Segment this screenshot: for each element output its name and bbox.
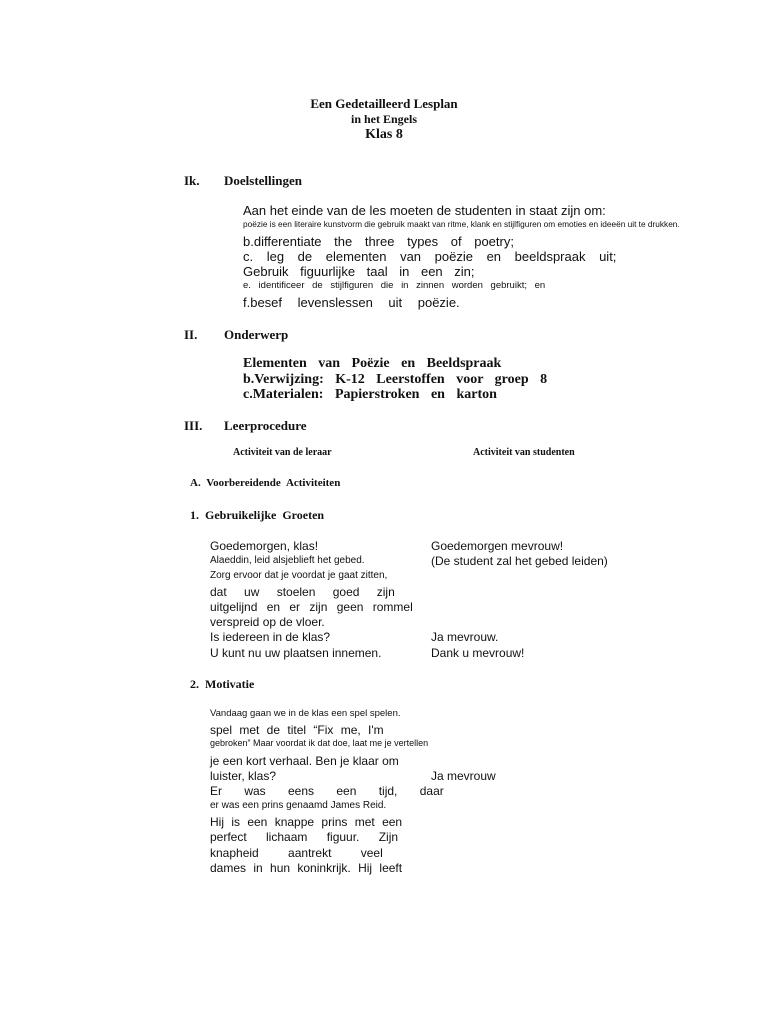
teacher-line: verspreid op de vloer. [210, 615, 325, 629]
teacher-line: dat uw stoelen goed zijn [210, 585, 395, 599]
title-line-1: Een Gedetailleerd Lesplan [310, 96, 458, 111]
student-line: Dank u mevrouw! [431, 646, 525, 660]
teacher-line: Hij is een knappe prins met een [210, 815, 403, 829]
column-header-students: Activiteit van studenten [473, 447, 575, 458]
student-line: Ja mevrouw [431, 769, 496, 783]
subject-matter-c: c.Materialen: Papierstroken en karton [243, 387, 497, 402]
section-3-number: III. [184, 418, 203, 433]
teacher-line: Alaeddin, leid alsjeblieft het gebed. [210, 555, 365, 566]
teacher-line: Zorg ervoor dat je voordat je gaat zitten, [210, 570, 388, 581]
teacher-line: je een kort verhaal. Ben je klaar om [210, 754, 399, 768]
teacher-line: knapheid aantrekt veel [210, 846, 383, 860]
section-1-number: Ik. [184, 173, 200, 188]
section-3-title: Leerprocedure [224, 418, 307, 433]
motivation-heading: 2. Motivatie [190, 677, 255, 691]
objective-b: b.differentiate the three types of poetry; [243, 234, 514, 249]
teacher-line: Goedemorgen, klas! [210, 539, 319, 553]
teacher-line: U kunt nu uw plaatsen innemen. [210, 646, 382, 660]
subject-matter-a: Elementen van Poëzie en Beeldspraak [243, 356, 502, 371]
objective-c: c. leg de elementen van poëzie en beeldspraak uit; [243, 249, 617, 264]
section-2-number: II. [184, 327, 198, 342]
student-line: Goedemorgen mevrouw! [431, 539, 564, 553]
section-2-title: Onderwerp [224, 327, 289, 342]
title-line-3: Klas 8 [365, 127, 403, 142]
teacher-line: uitgelijnd en er zijn geen rommel [210, 600, 413, 614]
objective-a: poëzie is een literaire kunstvorm die gebruik maakt van ritme, klank en stijlfiguren om emoties en ideeën uit te drukken. [243, 219, 680, 229]
title-line-2: in het Engels [350, 112, 417, 126]
teacher-line: spel met de titel “Fix me, I'm [210, 723, 384, 737]
teacher-line: dames in hun koninkrijk. Hij leeft [210, 861, 403, 875]
objective-f: f.besef levenslessen uit poëzie. [243, 295, 460, 310]
teacher-line: Er was eens een tijd, daar [210, 784, 444, 798]
teacher-line: Vandaag gaan we in de klas een spel spelen. [210, 708, 401, 719]
subject-matter-b: b.Verwijzing: K-12 Leerstoffen voor groep 8 [243, 372, 548, 387]
preliminary-activities-heading: A. Voorbereidende Activiteiten [190, 477, 341, 489]
column-header-teacher: Activiteit van de leraar [233, 447, 332, 458]
teacher-line: er was een prins genaamd James Reid. [210, 800, 387, 811]
teacher-line: perfect lichaam figuur. Zijn [210, 830, 399, 844]
greetings-heading: 1. Gebruikelijke Groeten [190, 508, 325, 522]
teacher-line: Is iedereen in de klas? [210, 630, 331, 644]
student-line: (De student zal het gebed leiden) [431, 554, 608, 568]
objectives-intro: Aan het einde van de les moeten de studenten in staat zijn om: [243, 203, 606, 218]
objective-e: e. identificeer de stijlfiguren die in zinnen worden gebruikt; en [243, 280, 546, 291]
student-line: Ja mevrouw. [431, 630, 499, 644]
teacher-line: gebroken” Maar voordat ik dat doe, laat me je vertellen [210, 738, 429, 748]
section-1-title: Doelstellingen [224, 173, 302, 188]
teacher-line: luister, klas? [210, 769, 277, 783]
objective-d: Gebruik figuurlijke taal in een zin; [243, 264, 475, 279]
